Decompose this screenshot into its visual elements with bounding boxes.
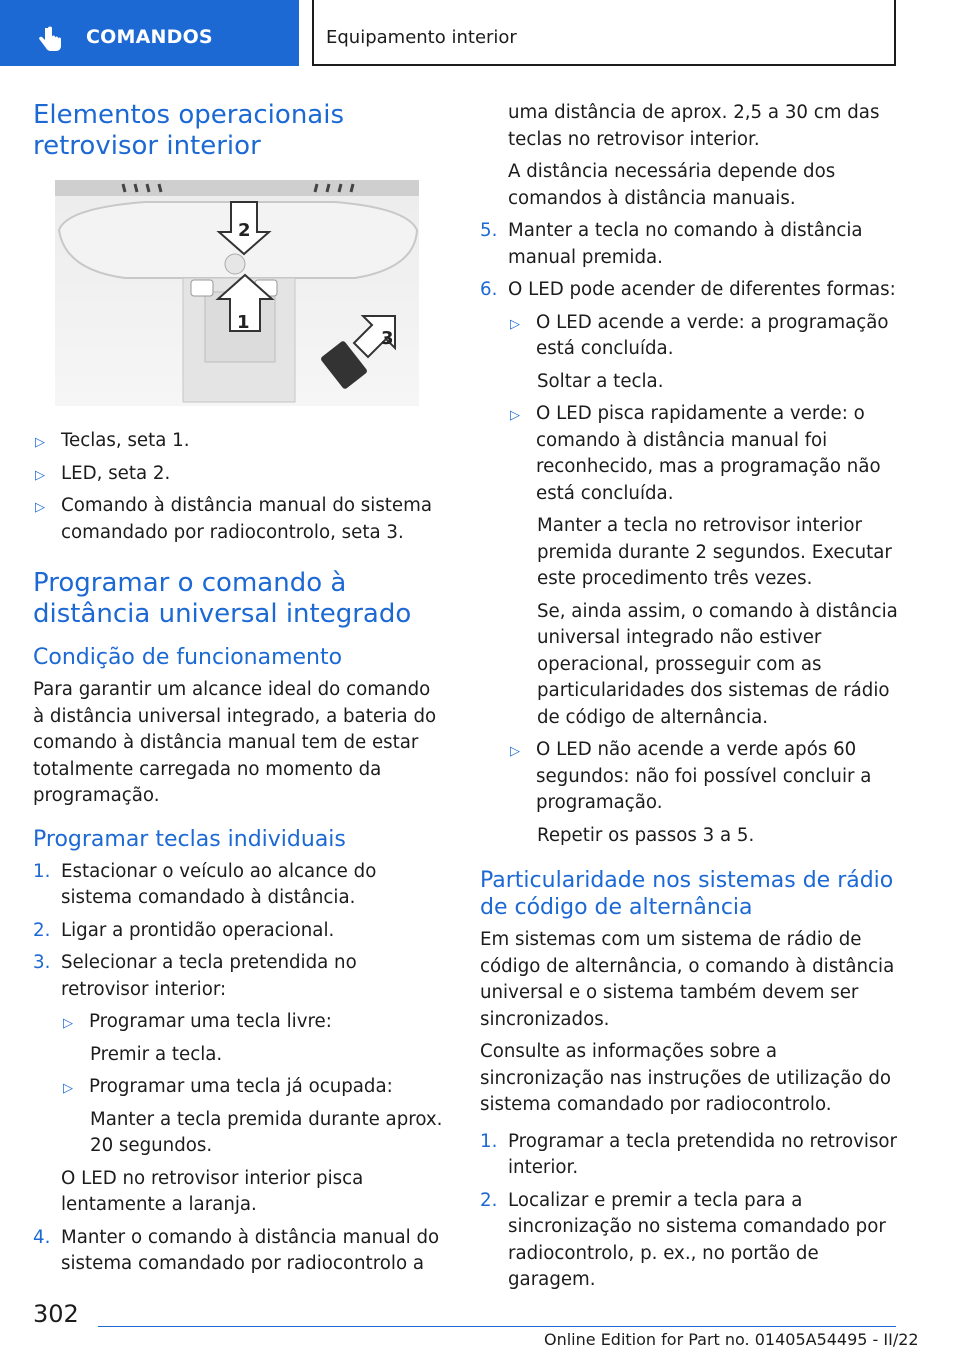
bullet-triangle-icon: ▷ bbox=[63, 1081, 73, 1096]
sub-follow-text: Soltar a tecla. bbox=[537, 370, 664, 392]
section-label: COMANDOS bbox=[86, 26, 213, 48]
step-item: 2. Ligar a prontidão operacional. bbox=[33, 919, 335, 941]
sub-list-item: ▷ O LED não acende a verde após 60 segundos: não foi possível concluir a programação. bbox=[510, 739, 872, 813]
step-item: 5. Manter a tecla no comando à distância manual premida. bbox=[480, 220, 863, 268]
step-item: 2. Localizar e premir a tecla para a sincronização no sistema comandado por radiocontrolo, p. ex., no portão de garagem. bbox=[480, 1189, 886, 1290]
arrow-label-3: 3 bbox=[381, 328, 394, 349]
sub-list-item: ▷ Programar uma tecla já ocupada: bbox=[61, 1074, 445, 1101]
sub-follow-text: Se, ainda assim, o comando à distância universal integrado não estiver operacional, prosseguir com as particularidades dos sistemas de rádio de código de alternância. bbox=[537, 600, 898, 728]
footer-divider bbox=[98, 1326, 896, 1327]
sub-follow-text: Manter a tecla premida durante aprox. 20 segundos. bbox=[90, 1108, 443, 1156]
arrow-label-1: 1 bbox=[237, 312, 250, 333]
bullet-triangle-icon: ▷ bbox=[510, 408, 520, 423]
step-item: 6. O LED pode acender de diferentes formas: bbox=[480, 279, 896, 300]
sub-follow-text: Premir a tecla. bbox=[90, 1043, 223, 1065]
sub-list-item: ▷ O LED pisca rapidamente a verde: o comando à distância manual foi reconhecido, mas a programação não está concluída. bbox=[510, 403, 881, 504]
arrow-label-2: 2 bbox=[238, 220, 251, 241]
sub-list-item: ▷ O LED acende a verde: a programação está concluída. bbox=[510, 311, 889, 359]
bullet-triangle-icon: ▷ bbox=[35, 467, 45, 483]
bullet-triangle-icon: ▷ bbox=[510, 316, 520, 332]
section-tab bbox=[0, 0, 299, 66]
section-title-programming: Programar o comando à distância universal integrado bbox=[33, 568, 412, 629]
step-item: 1. Programar a tecla pretendida no retrovisor interior. bbox=[480, 1130, 898, 1178]
bullet-triangle-icon: ▷ bbox=[35, 500, 45, 515]
subtitle-rolling-code: Particularidade nos sistemas de rádio de código de alternância bbox=[480, 868, 894, 920]
step-item: 4. Manter o comando à distância manual do sistema comandado por radiocontrolo a bbox=[33, 1226, 440, 1274]
bullet-triangle-icon: ▷ bbox=[35, 435, 45, 450]
step-continuation: uma distância de aprox. 2,5 a 30 cm das teclas no retrovisor interior. bbox=[508, 102, 880, 150]
page-number: 302 bbox=[33, 1300, 79, 1328]
sub-list-item: ▷ Programar uma tecla livre: bbox=[61, 1009, 445, 1036]
hand-pointer-icon bbox=[36, 24, 66, 54]
figure-list-item: ▷ Comando à distância manual do sistema comandado por radiocontrolo, seta 3. bbox=[35, 495, 432, 543]
bullet-triangle-icon: ▷ bbox=[510, 744, 520, 759]
step-note: O LED no retrovisor interior pisca lentamente a laranja. bbox=[61, 1167, 364, 1215]
step-note: A distância necessária depende dos comandos à distância manuais. bbox=[508, 161, 836, 209]
rolling-code-paragraph: Consulte as informações sobre a sincronização nas instruções de utilização do sistema comandado por radiocontrolo. bbox=[480, 1041, 892, 1115]
condition-paragraph: Para garantir um alcance ideal do comando à distância universal integrado, a bateria do comando à distância manual tem de estar totalmente carregada no momento da programação. bbox=[33, 679, 437, 806]
step-item: 3. Selecionar a tecla pretendida no retrovisor interior: bbox=[33, 952, 357, 1000]
mirror-figure bbox=[55, 180, 419, 406]
bullet-triangle-icon: ▷ bbox=[63, 1016, 73, 1031]
right-column bbox=[480, 100, 900, 1300]
mirror-illustration bbox=[55, 180, 419, 406]
edition-text: Online Edition for Part no. 01405A54495 - II/22 bbox=[544, 1330, 919, 1349]
subtitle-program-keys: Programar teclas individuais bbox=[33, 826, 346, 852]
sub-follow-text: Repetir os passos 3 a 5. bbox=[537, 824, 755, 846]
subtitle-condition: Condição de funcionamento bbox=[33, 645, 343, 670]
chapter-header bbox=[312, 0, 896, 66]
left-column bbox=[33, 100, 445, 1284]
rolling-code-paragraph: Em sistemas com um sistema de rádio de código de alternância, o comando à distância universal e o sistema também devem ser sincronizados. bbox=[480, 929, 895, 1030]
section-title-elements: Elementos operacionais retrovisor interior bbox=[33, 100, 344, 161]
figure-list-item: ▷ LED, seta 2. bbox=[33, 461, 445, 488]
sub-follow-text: Manter a tecla no retrovisor interior premida durante 2 segundos. Executar este procedimento três vezes. bbox=[537, 515, 892, 589]
figure-list-item: ▷ Teclas, seta 1. bbox=[33, 428, 445, 455]
step-item: 1. Estacionar o veículo ao alcance do sistema comandado à distância. bbox=[33, 860, 377, 908]
chapter-label: Equipamento interior bbox=[326, 27, 517, 48]
